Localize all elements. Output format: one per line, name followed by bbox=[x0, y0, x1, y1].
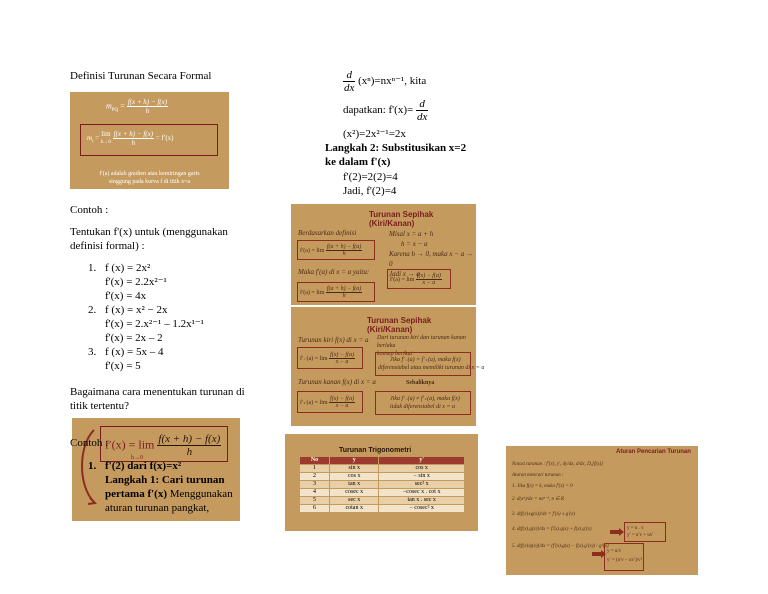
one-sided-derivative-card-2: Turunan Sepihak (Kiri/Kanan) Turunan kiri f(x) di x = a f′₋(a) = lim $\frac{f(x) - f(a)}{x - a}$ Turunan kanan f(x) di x = a f′₊(a) = lim $\frac{f(x) - f(a)}{x - a}$ Dari turunan kiri dan turunan kanan berlaku konsep berikut Jika f′₋(a) = f′₊(a), maka f(x) diferensiabel atau memiliki turunan di x = a Sebaliknya Jika f′₋(a) ≠ f′₊(a), maka f(x) tidak diferensiabel di x = a bbox=[291, 307, 476, 426]
trig-table bbox=[299, 456, 465, 513]
table-row: 6 cotan x − cosec² x bbox=[300, 505, 465, 513]
step2-heading: Langkah 2: Substitusikan x=2 ke dalam f'(x) bbox=[325, 142, 467, 168]
table-row: 3 tan x sec² x bbox=[300, 481, 465, 489]
table-row: 2 cos x − sin x bbox=[300, 473, 465, 481]
table-header: y′ bbox=[379, 457, 465, 465]
formula-box: f′(a) = lim $\frac{f(a + h) - f(a)}{h}$ bbox=[297, 282, 375, 302]
trig-derivative-card: Turunan Trigonometri No y y′ 1 sin x cos x 2 cos x − sin x 3 tan x sec² x 4 cosec x −cosec x . cot x 5 sec x tan x . sec x 6 cotan x − cosec² x bbox=[285, 434, 478, 531]
power-calc-line: (x²)=2x²⁻¹=2x bbox=[343, 128, 406, 140]
formula-box: f′₊(a) = lim $\frac{f(x) - f(a)}{x - a}$ bbox=[297, 391, 363, 413]
table-header: y bbox=[330, 457, 379, 465]
question-text: Bagaimana cara menentukan turunan di titik tertentu? bbox=[70, 386, 245, 412]
section-heading: Definisi Turunan Secara Formal bbox=[70, 70, 212, 82]
step2-result: Jadi, f'(2)=4 bbox=[343, 185, 397, 197]
formula-box: f′₋(a) = lim $\frac{f(x) - f(a)}{x - a}$ bbox=[297, 347, 363, 369]
table-row: 1 sin x cos x bbox=[300, 465, 465, 473]
one-sided-derivative-card-1: Turunan Sepihak (Kiri/Kanan) Berdasarkan definisi f′(a) = lim $\frac{f(a + h) - f(a)}{h}$ Maka f′(a) di x = a yaitu: f′(a) = lim $\frac{f(a + h) - f(a)}{h}$ Misal x = a + h h = x − a Karena h → 0, maka x − a → 0 Jadi x → a f′(a) = lim $\frac{f(x) - f(a)}{x - a}$ bbox=[291, 204, 476, 305]
derivative-result-line: dapatkan: f'(x)= $\frac{d}{dx}$ bbox=[343, 98, 428, 123]
example-label-2: Contoh : bbox=[70, 437, 109, 449]
derivative-rules-card: Aturan Pencarian Turunan Notasi turunan : f′(x), y′, dy/dx, d/dx, Dₓ[f(x)] Aturan mencari turunan : 1. Jika f(x) = k, maka f′(x) = 0 2. d(xⁿ)/dx = nxⁿ⁻¹, n ∈ R 3. d(f(x)±g(x))/dx = f′(x) ± g′(x) 4. d(f(x).g(x))/dx = f′(x).g(x) + f(x).g′(x) 5. d(f(x)/g(x))/dx = (f′(x).g(x) − f(x).g′(x)) / g²(x) y = u . v y′ = u′v + uv′ y = u/v y′ = (u′v − uv′)/v² bbox=[506, 446, 698, 575]
step2-calc: f'(2)=2(2)=4 bbox=[343, 171, 398, 183]
secant-formula: $m_{PQ}$ = $\frac{f(x + h) - f(x)}{h}$ bbox=[106, 98, 168, 115]
quotient-rule-box: y = u/v y′ = (u′v − uv′)/v² bbox=[604, 543, 644, 571]
table-header: No bbox=[300, 457, 330, 465]
definition-card bbox=[70, 92, 229, 189]
example-label: Contoh : bbox=[70, 204, 109, 216]
condition-box: Jika f′₋(a) = f′₊(a), maka f(x) diferensiabel atau memiliki turunan di x = a bbox=[375, 352, 471, 376]
limit-formula-box: f′(x) = lim $\frac{f(x + h) - f(x)}{h}$ h→0 bbox=[100, 426, 228, 462]
arrow-right-icon bbox=[610, 528, 624, 536]
condition-box: Jika f′₋(a) ≠ f′₊(a), maka f(x) tidak diferensiabel di x = a bbox=[375, 391, 471, 415]
tangent-formula-box: $m_t = \lim$ h→0 $\frac{f(x + h) - f(x)}{h}$ = f′(x) bbox=[80, 124, 218, 156]
formula-box: f′(a) = lim $\frac{f(x) - f(a)}{x - a}$ bbox=[387, 269, 451, 289]
product-rule-box: y = u . v y′ = u′v + uv′ bbox=[624, 522, 666, 542]
power-rule-line: $\frac{d}{dx}$ (xⁿ)=nxⁿ⁻¹, kita bbox=[344, 69, 427, 94]
table-row: 5 sec x tan x . sec x bbox=[300, 497, 465, 505]
definition-caption: f′(a) adalah gradien atau kemiringan garis singgung pada kurva f di titik x=a bbox=[99, 171, 200, 185]
task-text: Tentukan f'(x) untuk (menggunakan definisi formal) : bbox=[70, 226, 228, 252]
table-row: 4 cosec x −cosec x . cot x bbox=[300, 489, 465, 497]
formula-box: f′(a) = lim $\frac{f(a + h) - f(a)}{h}$ bbox=[297, 240, 375, 260]
